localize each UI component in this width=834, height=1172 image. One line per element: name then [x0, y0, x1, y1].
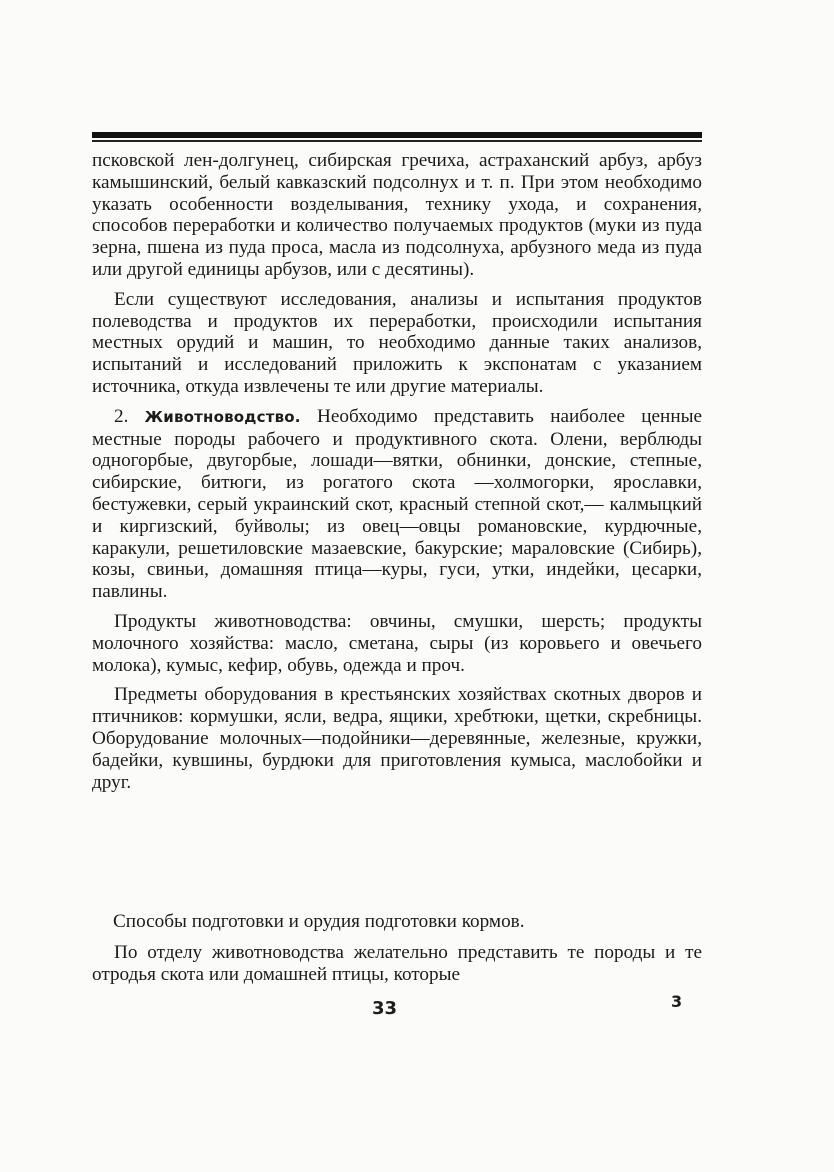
section-title: Животноводство. [144, 407, 301, 426]
paragraph-5: Предметы оборудования в крестьянских хозяйствах скотных дворов и птичников: кормушки, ясли, ведра, ящики, хребтюки, щетки, скребницы. Оборудование молочных—подойники—деревянные, железные, кружки, бадейки, кувшины, бурдюки для приготовления кумыса, маслобойки и друг. [92, 684, 702, 793]
section-number: 2. [114, 405, 129, 427]
subsection-heading: Способы подготовки и орудия подготовки кормов. [113, 911, 525, 932]
final-text [92, 942, 702, 986]
paragraph-4: Продукты животноводства: овчины, смушки, шерсть; продукты молочного хозяйства: масло, сметана, сыры (из коровьего и овечьего молока), кумыс, кефир, обувь, одежда и проч. [92, 610, 702, 676]
page-number: 33 [372, 998, 398, 1019]
signature-mark: 3 [671, 992, 683, 1011]
paragraph-6: По отделу животноводства желательно представить те породы и те отродья скота или домашней птицы, которые [92, 942, 702, 985]
paragraph-3-text: Необходимо представить наиболее ценные местные породы рабочего и продуктивного скота. Олени, верблюды одногорбые, двугорбые, лошади—вятки, обнинки, донские, степные, сибирские, битюги, из рогатого скота —холмогорки, ярославки, бестужевки, серый украинский скот, красный степной скот,— калмыцкий и киргизский, буйволы; из овец—овцы романовские, курдючные, каракули, решетиловские мазаевские, бакурские; мараловские (Сибирь), козы, свиньи, домашняя птица—куры, гуси, утки, индейки, цесарки, павлины. [92, 405, 702, 603]
paragraph-3 [92, 406, 702, 603]
header-rule-thin [92, 140, 702, 142]
paragraph-2: Если существуют исследования, анализы и испытания продуктов полеводства и продуктов их переработки, происходили испытания местных орудий и машин, то необходимо данные таких анализов, испытаний и исследований приложить к экспонатам с указанием источника, откуда извлечены те или другие материалы. [92, 288, 702, 397]
paragraph-1: псковской лен-долгунец, сибирская гречиха, астраханский арбуз, арбуз камышинский, белый кавказский подсолнух и т. п. При этом необходимо указать особенности возделывания, технику ухода, и сохранения, способов переработки и количество получаемых продуктов (муки из пуда зерна, пшена из пуда проса, масла из подсолнуха, арбузного меда из пуда или другой единицы арбузов, или с десятины). [92, 150, 702, 280]
header-rule-thick [92, 132, 702, 138]
body-text [92, 150, 702, 793]
